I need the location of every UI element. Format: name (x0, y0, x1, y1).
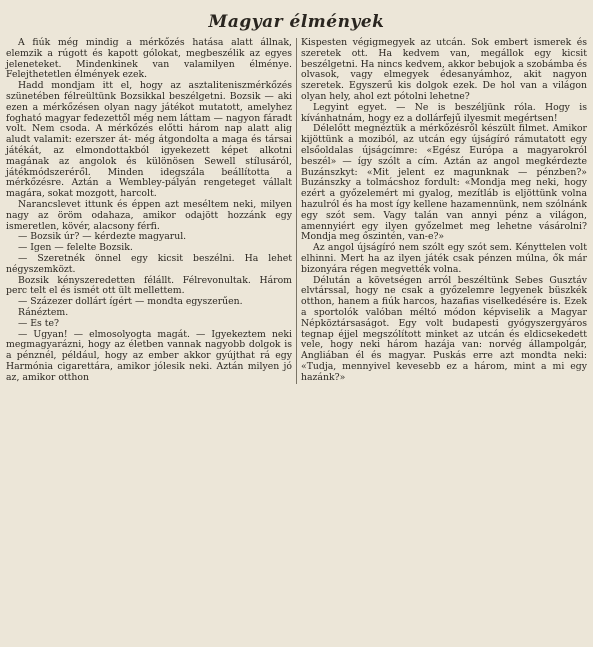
right-column (296, 38, 587, 384)
article-title: Magyar élmények (208, 12, 385, 32)
paragraph: — Igen — felelte Bozsik. (18, 242, 133, 254)
paragraph: Bozsik kényszeredetten félállt. Félrevonultak. Három perc telt el és ismét ott ült mellettem. (6, 274, 292, 297)
paragraph: Délelőtt megnéztük a mérkőzésről készült filmet. Amikor kijöttünk a moziból, az utcán egy újságíró rámutatott egy elsőoldalas újságcímre: «Egész Európa a magyarokról beszél» — így szólt a cím. Aztán az angol megkérdezte Buzánszkyt: «Mit jelent ez magunknak — pénzben?» Buzánszky a tolmácshoz fordult: «Mondja meg neki, hogy ezért a győzelemért mi gyalog, mezítláb is eljöttünk volna hazulról és ha most így kellene hazamennünk, nem szólnánk egy szót sem. Vagy talán van annyi pénz a világon, amennyiért egy ilyen győzelmet meg lehetne vásárolni? Mondja meg őszintén, van-e?» (301, 123, 587, 243)
paragraph: — Es te? (18, 317, 59, 329)
paragraph: — Szeretnék önnel egy kicsit beszélni. Ha lehet négyszemközt. (6, 252, 292, 275)
left-column (6, 38, 296, 384)
paragraph: Délután a követségen arról beszéltünk Sebes Gusztáv elvtárssal, hogy ne csak a győzelemre legyenek büszkék otthon, hanem a fiúk harcos, hazafias viselkedésére is. Ezek a sportolók valóban méltó módon képviselik a Magyar Népköztársaságot. Egy volt budapesti gyógyszergyáros tegnap éjjel megszólított minket az utcán és eldicsekedett vele, hogy neki három hazája van: norvég állampolgár, Angliában él és magyar. Puskás erre azt mondta neki: «Tudja, mennyivel kevesebb ez a három, mint a mi egy hazánk?» (301, 274, 587, 383)
paragraph: Hadd mondjam itt el, hogy az asztaliteniszmérkőzés szünetében félreültünk Bozsikkal beszélgetni. Bozsik — aki ezen a mérkőzésen olyan nagy játékot mutatott, amelyhez fogható magyar fedezettől még nem láttam — nagyon fáradt volt. Nem csoda. A mérkőzés előtti három nap alatt alig aludt valamit: ezerszer át- még átgondolta a maga és társai játékát, az elmondottakból igyekezett képet alkotni magának az angolok és különösen Sewell stílusáról, játékmódszeréről. Minden idegszála beállította a mérkőzésre. Aztán a Wembley-pályán rengeteget vállalt magára, sokat mozgott, harcolt. (6, 80, 292, 200)
paragraph: Az angol újságíró nem szólt egy szót sem. Kényttelen volt elhinni. Mert ha az ilyen játék csak pénzen múlna, ők már bizonyára régen megvették volna. (301, 242, 587, 275)
article-body (6, 38, 587, 384)
paragraph: Legyint egyet. — Ne is beszéljünk róla. Hogy is kívánhatnám, hogy ez a dollárfejű ilyesmit megértsen! (301, 101, 587, 124)
paragraph: Narancslevet ittunk és éppen azt meséltem neki, milyen nagy az öröm odahaza, amikor odajött hozzánk egy ismeretlen, kövér, alacsony férfi. (6, 198, 292, 232)
paragraph: Ránéztem. (18, 306, 69, 318)
paragraph: — Ugyan! — elmosolyogta magát. — Igyekeztem neki megmagyarázni, hogy az életben vannak nagyobb dolgok is a pénznél, például, hogy az ember akkor gyújthat rá egy Harmónia cigarettára, amikor jólesik neki. Aztán milyen jó az, amikor otthon (6, 328, 292, 383)
paragraph: — Százezer dollárt ígért — mondta egyszerűen. (18, 296, 243, 308)
paragraph: A fiúk még mindig a mérkőzés hatása alatt állnak, elemzik a rúgott és kapott gólokat, megbeszélik az egyes jeleneteket. Mindenkinek van valamilyen élménye. Felejthetetlen élmények ezek. (6, 37, 292, 81)
paragraph: Kispesten végigmegyek az utcán. Sok embert ismerek és szeretek ott. Ha kedvem van, megállok egy kicsit beszélgetni. Ha nincs kedvem, akkor bebujok a szobámba és olvasok, vagy elmegyek édesanyámhoz, akit nagyon szeretek. Egyszerű kis dolgok ezek. De hol van a világon olyan hely, ahol ezt pótolni lehetne? (301, 37, 587, 102)
paragraph: — Bozsik úr? — kérdezte magyarul. (18, 231, 187, 243)
